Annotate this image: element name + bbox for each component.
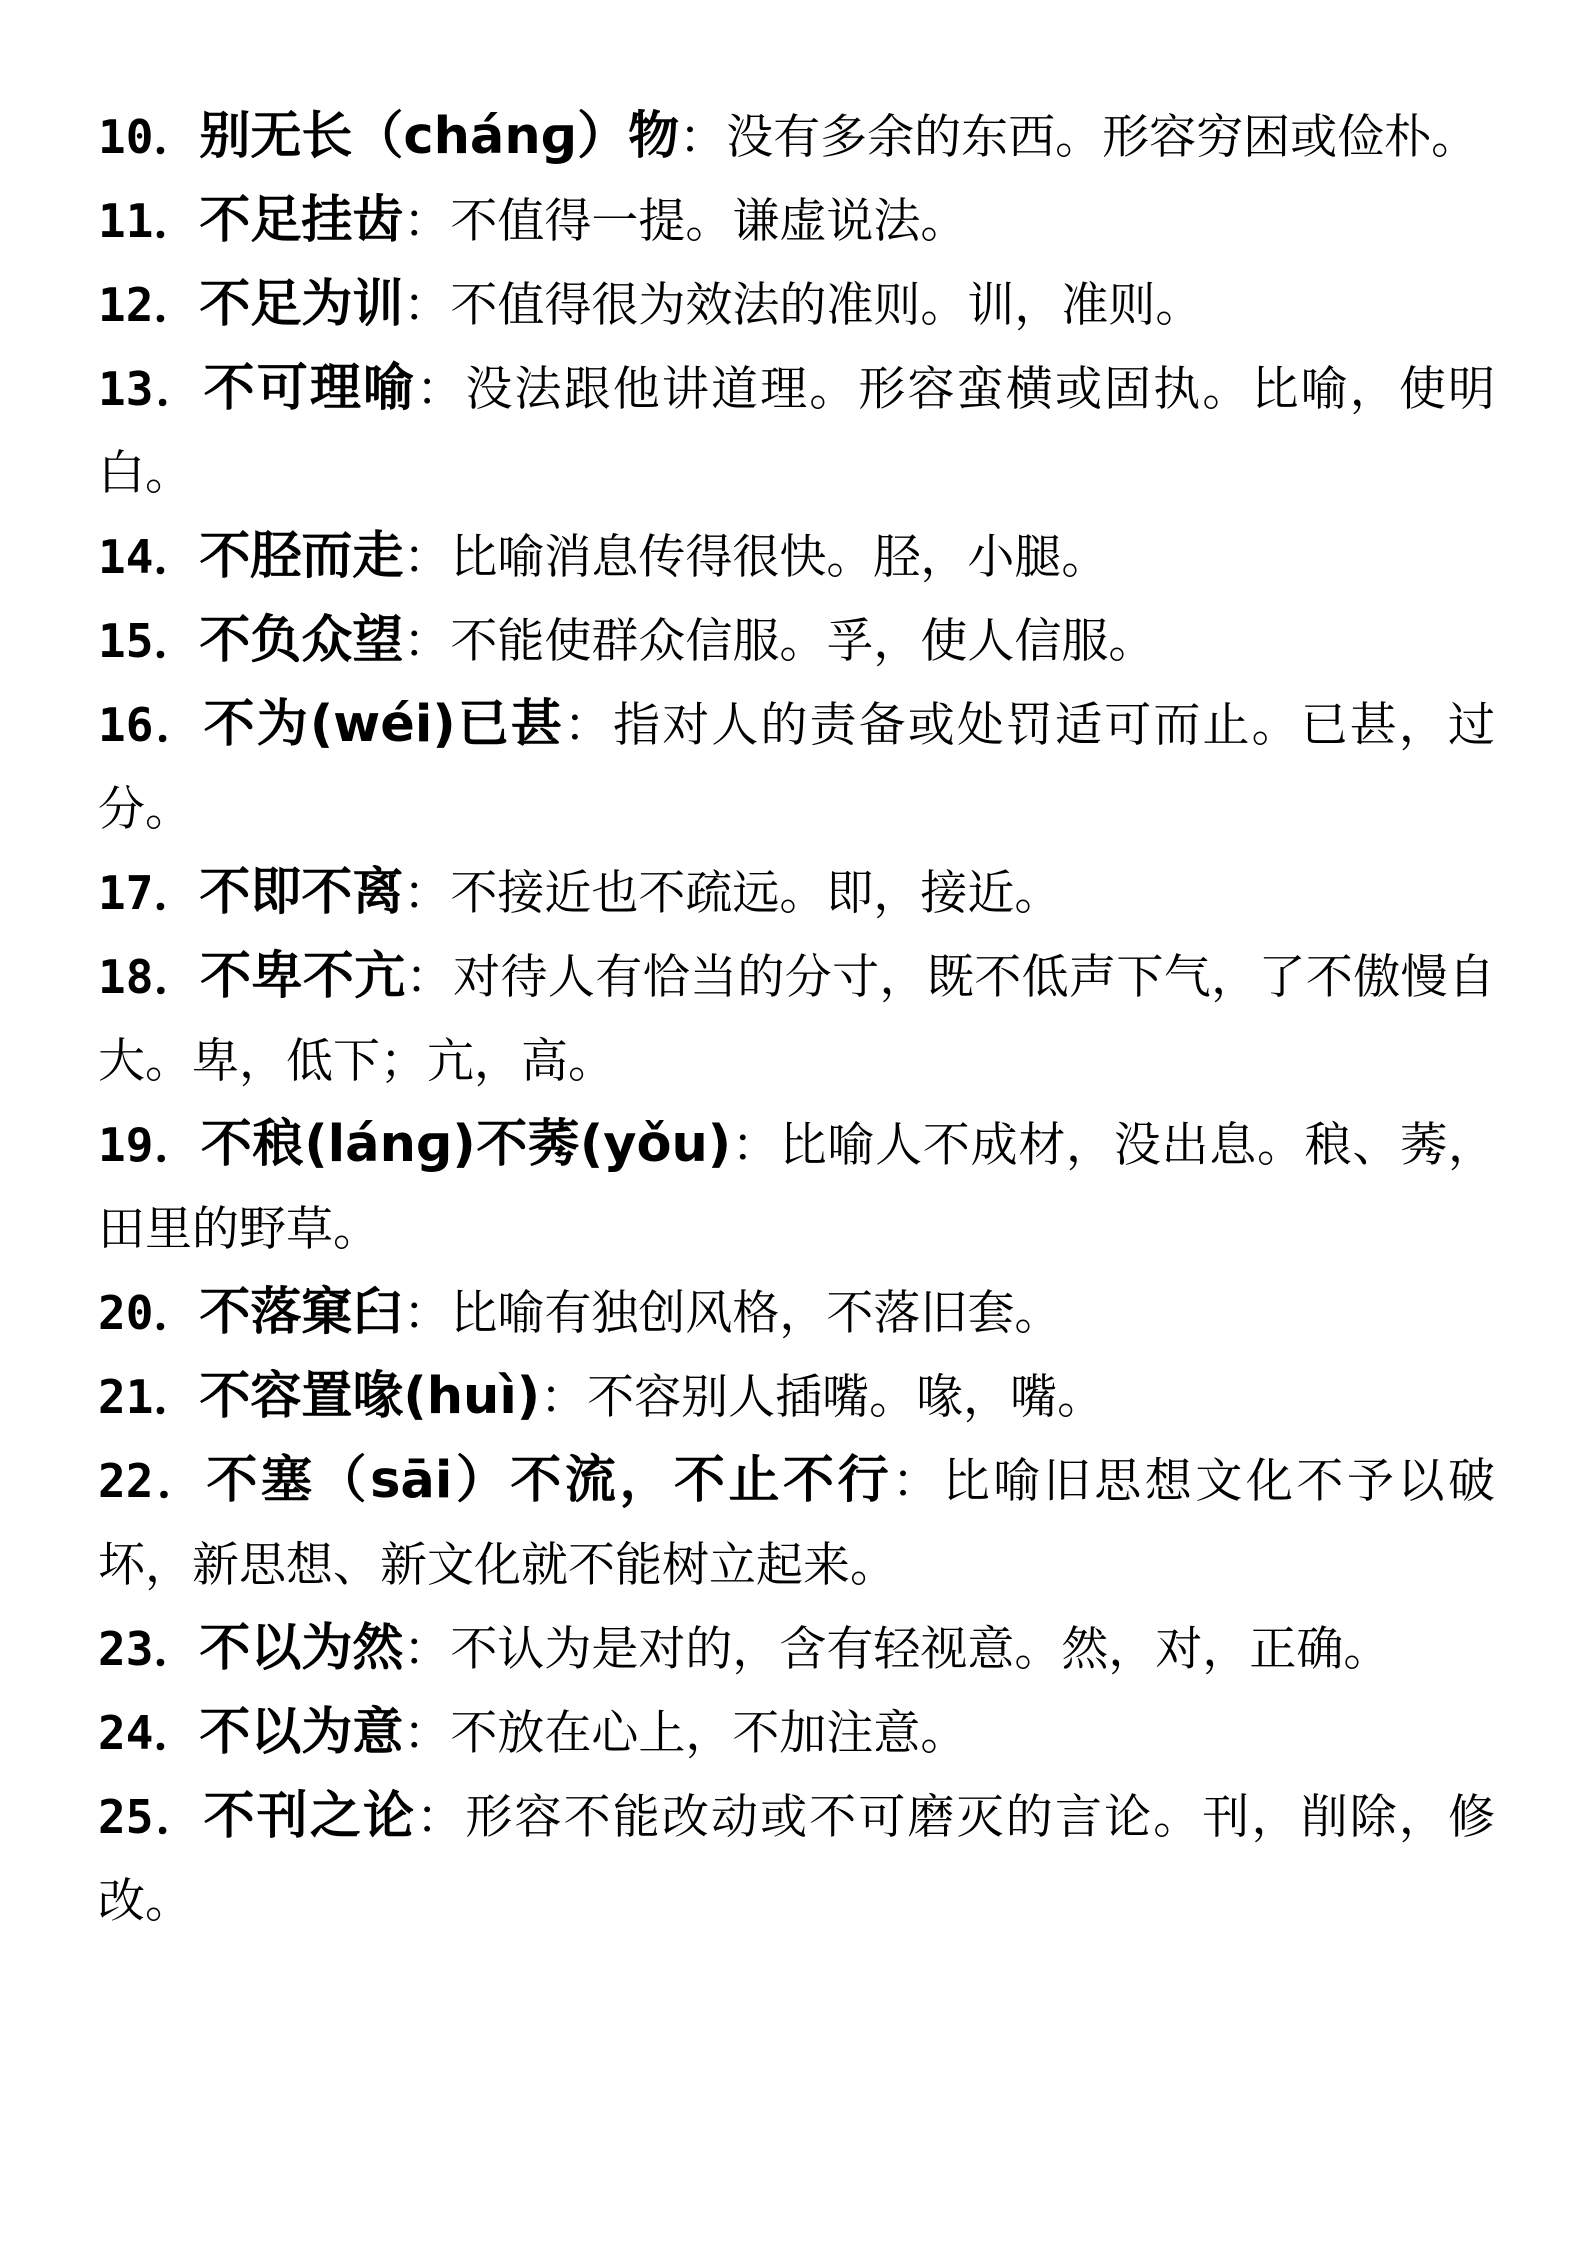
idiom-definition: 不值得一提。谦虚说法。 xyxy=(450,194,968,249)
idiom-entry xyxy=(98,683,1495,851)
entry-number: 15． xyxy=(98,614,200,668)
entry-separator: ： xyxy=(416,362,466,417)
entry-number: 17． xyxy=(98,866,200,920)
entry-number: 11． xyxy=(98,194,200,248)
entry-list xyxy=(98,95,1495,1943)
entry-separator: ： xyxy=(564,698,614,753)
idiom-entry xyxy=(98,851,1495,935)
entry-number: 12． xyxy=(98,278,200,332)
idiom-entry xyxy=(98,1691,1495,1775)
entry-separator: ： xyxy=(403,194,451,249)
idiom-definition: 比喻旧思想文化不予以破坏，新思想、新文化就不能树立起来。 xyxy=(98,1454,1496,1593)
idiom-entry xyxy=(98,95,1495,179)
entry-number: 19． xyxy=(98,1118,201,1172)
entry-number: 20． xyxy=(98,1286,200,1340)
idiom-definition: 对待人有恰当的分寸，既不低声下气，了不傲慢自大。卑，低下；亢，高。 xyxy=(98,950,1496,1089)
idiom-term: 不即不离 xyxy=(199,863,404,922)
idiom-term: 不卑不亢 xyxy=(200,947,406,1006)
entry-separator: ： xyxy=(403,1706,451,1761)
entry-number: 13． xyxy=(98,362,204,416)
entry-separator: ： xyxy=(892,1454,943,1509)
idiom-term: 不足为训 xyxy=(199,275,404,334)
idiom-entry xyxy=(98,515,1495,599)
entry-separator: ： xyxy=(403,530,451,585)
idiom-term: 不为(wéi)已甚 xyxy=(203,695,564,754)
entry-separator: ： xyxy=(416,1790,466,1845)
idiom-term: 不可理喻 xyxy=(203,359,417,418)
entry-separator: ： xyxy=(540,1370,588,1425)
idiom-entry xyxy=(98,1439,1495,1607)
entry-separator: ： xyxy=(731,1118,780,1173)
idiom-definition: 指对人的责备或处罚适可而止。已甚，过分。 xyxy=(98,698,1496,837)
idiom-term: 不足挂齿 xyxy=(199,191,404,250)
entry-separator: ： xyxy=(403,1622,451,1677)
idiom-entry xyxy=(98,1775,1495,1943)
idiom-definition: 比喻人不成材，没出息。稂、莠，田里的野草。 xyxy=(98,1118,1495,1257)
idiom-term: 不落窠臼 xyxy=(199,1283,404,1342)
idiom-term: 不刊之论 xyxy=(203,1787,417,1846)
idiom-entry xyxy=(98,1607,1495,1691)
entry-separator: ： xyxy=(403,278,451,333)
entry-separator: ： xyxy=(403,614,451,669)
entry-separator: ： xyxy=(679,110,727,165)
idiom-term: 不塞（sāi）不流，不止不行 xyxy=(206,1451,893,1510)
idiom-definition: 不能使群众信服。孚，使人信服。 xyxy=(450,614,1156,669)
idiom-entry xyxy=(98,935,1495,1103)
idiom-definition: 不放在心上，不加注意。 xyxy=(450,1706,968,1761)
idiom-entry xyxy=(98,599,1495,683)
entry-separator: ： xyxy=(403,1286,451,1341)
idiom-term: 不负众望 xyxy=(199,611,404,670)
idiom-term: 不胫而走 xyxy=(199,527,404,586)
idiom-term: 不稂(lánɡ)不莠(yǒu) xyxy=(200,1115,732,1174)
idiom-definition: 形容不能改动或不可磨灭的言论。刊，削除，修改。 xyxy=(98,1790,1496,1929)
idiom-term: 别无长（chánɡ）物 xyxy=(199,107,680,166)
idiom-definition: 没法跟他讲道理。形容蛮横或固执。比喻，使明白。 xyxy=(98,362,1496,501)
idiom-definition: 比喻消息传得很快。胫，小腿。 xyxy=(450,530,1109,585)
entry-separator: ： xyxy=(405,950,454,1005)
idiom-term: 不容置喙(huì) xyxy=(199,1367,541,1426)
entry-number: 16． xyxy=(98,698,204,752)
idiom-definition: 不认为是对的，含有轻视意。然，对，正确。 xyxy=(450,1622,1391,1677)
idiom-entry xyxy=(98,347,1495,515)
entry-number: 25． xyxy=(98,1790,204,1844)
entry-number: 22． xyxy=(98,1454,207,1508)
entry-number: 14． xyxy=(98,530,200,584)
idiom-entry xyxy=(98,263,1495,347)
entry-number: 21． xyxy=(98,1370,200,1424)
entry-number: 24． xyxy=(98,1706,200,1760)
idiom-definition: 不接近也不疏远。即，接近。 xyxy=(450,866,1062,921)
idiom-entry xyxy=(98,179,1495,263)
idiom-entry xyxy=(98,1355,1495,1439)
idiom-definition: 没有多余的东西。形容穷困或俭朴。 xyxy=(726,110,1479,165)
entry-separator: ： xyxy=(403,866,451,921)
idiom-entry xyxy=(98,1271,1495,1355)
idiom-term: 不以为然 xyxy=(199,1619,404,1678)
idiom-definition: 比喻有独创风格，不落旧套。 xyxy=(450,1286,1062,1341)
idiom-definition: 不值得很为效法的准则。训，准则。 xyxy=(450,278,1203,333)
idiom-term: 不以为意 xyxy=(199,1703,404,1762)
idiom-definition: 不容别人插嘴。喙，嘴。 xyxy=(587,1370,1105,1425)
entry-number: 10． xyxy=(98,110,200,164)
idiom-entry xyxy=(98,1103,1495,1271)
entry-number: 23． xyxy=(98,1622,200,1676)
entry-number: 18． xyxy=(98,950,201,1004)
